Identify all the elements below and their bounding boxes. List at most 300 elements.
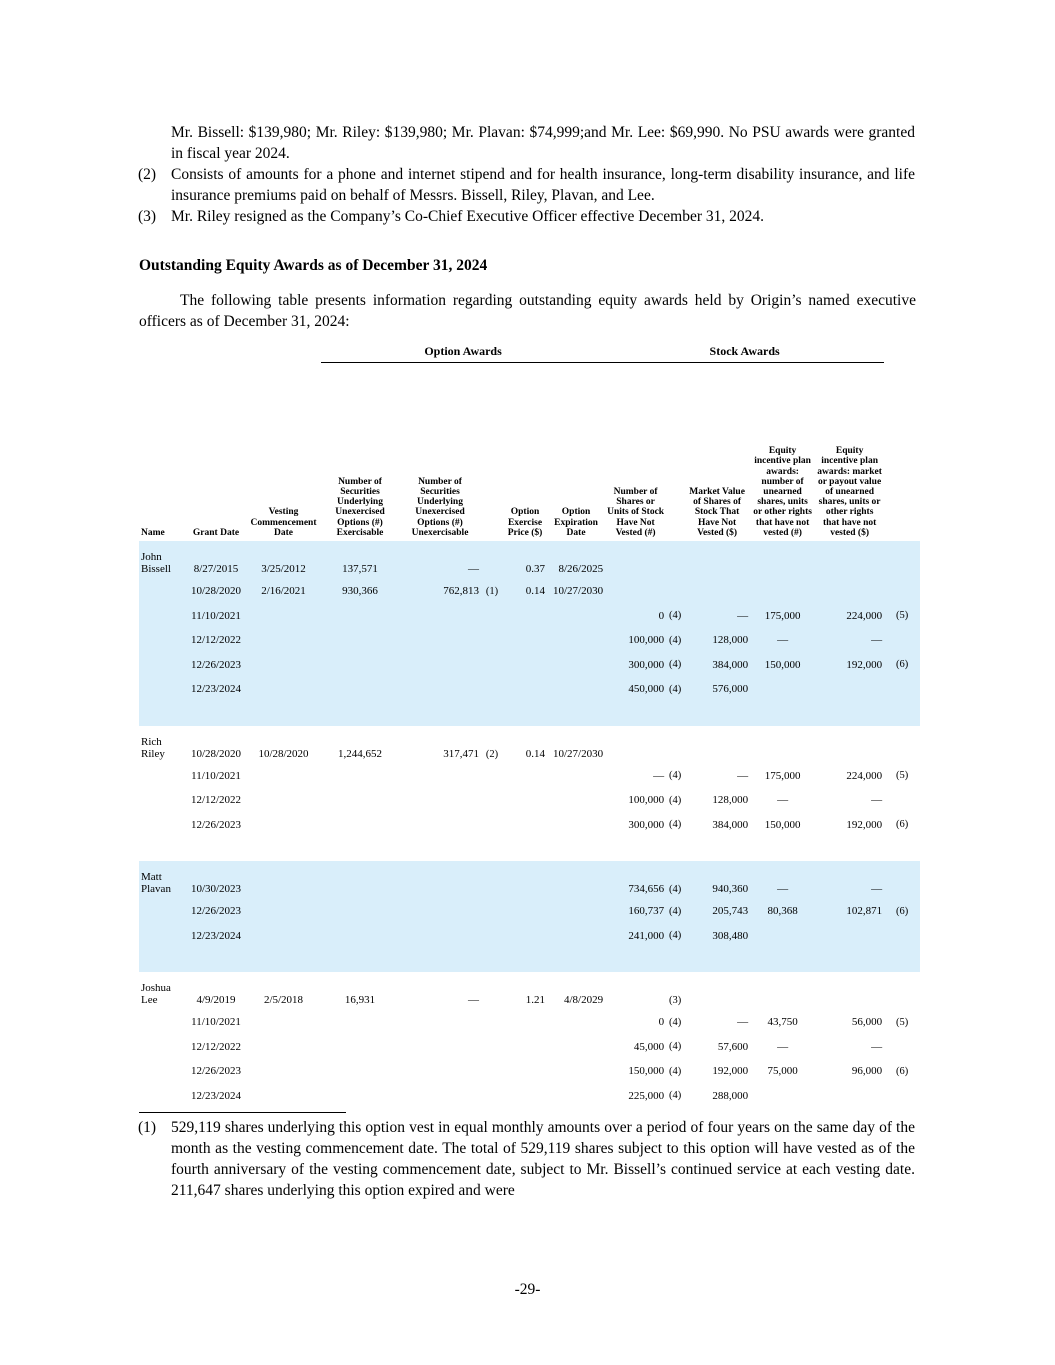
equity-footnote bbox=[884, 734, 920, 764]
equity-value bbox=[815, 924, 884, 949]
unexercisable bbox=[399, 869, 481, 899]
shares-footnote: (4) bbox=[668, 819, 682, 831]
table-row bbox=[139, 1059, 920, 1084]
executive-name bbox=[139, 788, 186, 813]
table-row bbox=[139, 604, 920, 629]
vesting-date: 2/5/2018 bbox=[263, 994, 304, 1006]
equity-value bbox=[815, 549, 884, 579]
equity-footnote: (6) bbox=[884, 653, 920, 678]
exercisable bbox=[321, 1010, 399, 1035]
executive-name bbox=[139, 1035, 186, 1060]
grant-date: 12/26/2023 bbox=[190, 1065, 242, 1078]
unexercisable bbox=[399, 924, 481, 949]
section-title: Outstanding Equity Awards as of December 31, 2024 bbox=[139, 257, 488, 274]
shares-footnote bbox=[666, 734, 684, 764]
table-row bbox=[139, 788, 920, 813]
equity-number bbox=[750, 1084, 815, 1109]
market-value: 57,600 bbox=[717, 1040, 749, 1053]
expiration-date bbox=[547, 788, 605, 813]
table-row bbox=[139, 813, 920, 838]
footnote-text: 529,119 shares underlying this option vest in equal monthly amounts over a period of four years on the same day of the month as the vesting commencement date. The total of 529,119 shares subject to this option will have vested as of the fourth anniversary of the vesting commencement date, subject to Mr. Bissell’s continued service at each vesting date. 211,647 shares underlying this option expired and were bbox=[171, 1119, 915, 1199]
equity-footnote bbox=[884, 579, 920, 604]
equity-footnote bbox=[884, 924, 920, 949]
group-spacer bbox=[139, 861, 920, 869]
grant-date: 10/30/2023 bbox=[186, 869, 246, 899]
equity-footnote bbox=[884, 628, 920, 653]
footnote-text: Consists of amounts for a phone and internet stipend and for health insurance, long-term disability insurance, and life insurance premiums paid on behalf of Messrs. Bissell, Riley, Plavan, and Lee. bbox=[171, 166, 915, 204]
equity-number bbox=[750, 579, 815, 604]
unexercisable bbox=[399, 1084, 481, 1109]
group-spacer bbox=[139, 726, 920, 734]
expiration-date bbox=[547, 1010, 605, 1035]
market-value: — bbox=[737, 769, 749, 782]
grant-date: 12/26/2023 bbox=[186, 899, 246, 924]
grant-date: 12/12/2022 bbox=[190, 1040, 242, 1053]
market-value bbox=[684, 734, 750, 764]
expiration-date bbox=[547, 813, 605, 838]
executive-name bbox=[139, 813, 186, 838]
unexercisable-footnote bbox=[481, 764, 503, 789]
column-header-row bbox=[139, 363, 920, 542]
group-spacer bbox=[139, 948, 920, 972]
footnote-2 bbox=[138, 164, 915, 206]
unexercisable bbox=[399, 604, 481, 629]
equity-footnote: (5) bbox=[896, 1016, 909, 1028]
stock-awards-header: Stock Awards bbox=[605, 340, 884, 363]
shares-not-vested: 100,000 bbox=[605, 628, 666, 653]
shares-footnote: (4) bbox=[668, 1090, 682, 1102]
executive-name bbox=[139, 1084, 186, 1109]
equity-footnote: (5) bbox=[884, 604, 920, 629]
vesting-date bbox=[246, 653, 321, 678]
shares-footnote: (4) bbox=[666, 653, 684, 678]
equity-value bbox=[815, 734, 884, 764]
shares-not-vested bbox=[605, 980, 666, 1010]
expiration-date: 8/26/2025 bbox=[547, 549, 605, 579]
table-row bbox=[139, 628, 920, 653]
shares-not-vested: 734,656 bbox=[605, 869, 666, 899]
footnote-number: (2) bbox=[138, 166, 157, 183]
footnote-text: Mr. Bissell: $139,980; Mr. Riley: $139,980; Mr. Plavan: $74,999;and Mr. Lee: $69,990. No PSU awards were granted in fiscal year 2024. bbox=[171, 124, 915, 162]
group-spacer bbox=[139, 972, 920, 980]
vesting-date bbox=[246, 869, 321, 899]
exercise-price: 0.14 bbox=[525, 747, 546, 760]
page-number: -29- bbox=[514, 1281, 541, 1298]
shares-footnote: (4) bbox=[666, 899, 684, 924]
equity-footnote bbox=[884, 788, 920, 813]
footnote-3 bbox=[138, 206, 915, 227]
shares-footnote: (4) bbox=[668, 770, 682, 782]
intro-paragraph: The following table presents information regarding outstanding equity awards held by Origin’s named executive officers as of December 31, 2024: bbox=[139, 292, 916, 330]
shares-not-vested: 150,000 bbox=[628, 1065, 665, 1078]
equity-value bbox=[815, 980, 884, 1010]
unexercisable bbox=[399, 764, 481, 789]
shares-footnote: (4) bbox=[668, 1065, 682, 1077]
exercisable bbox=[321, 628, 399, 653]
expiration-date bbox=[547, 869, 605, 899]
shares-not-vested: 450,000 bbox=[605, 677, 666, 702]
vesting-date bbox=[246, 924, 321, 949]
executive-name bbox=[139, 899, 186, 924]
market-value: 308,480 bbox=[684, 924, 750, 949]
grant-date: 10/28/2020 bbox=[186, 579, 246, 604]
unexercisable-footnote bbox=[481, 813, 503, 838]
grant-date: 11/10/2021 bbox=[191, 1016, 241, 1029]
market-value: 128,000 bbox=[684, 628, 750, 653]
grant-date: 12/23/2024 bbox=[190, 1089, 242, 1102]
shares-footnote: (4) bbox=[666, 677, 684, 702]
unexercisable-footnote bbox=[481, 980, 503, 1010]
expiration-date bbox=[547, 677, 605, 702]
equity-number: 150,000 bbox=[764, 818, 801, 831]
market-value: 940,360 bbox=[684, 869, 750, 899]
exercisable: 930,366 bbox=[321, 579, 399, 604]
market-value bbox=[684, 579, 750, 604]
exercise-price: 0.37 bbox=[503, 549, 547, 579]
col-header-name: Name bbox=[141, 527, 165, 538]
col-header-unexercisable: Number of Securities Underlying Unexercised Options (#) Unexercisable bbox=[411, 476, 469, 538]
unexercisable bbox=[399, 1059, 481, 1084]
col-header-expiration-date: Option Expiration Date bbox=[554, 507, 598, 538]
equity-number: 175,000 bbox=[750, 604, 815, 629]
expiration-date bbox=[547, 1084, 605, 1109]
vesting-date bbox=[246, 604, 321, 629]
equity-number bbox=[750, 734, 815, 764]
table-row bbox=[139, 924, 920, 949]
equity-value bbox=[815, 677, 884, 702]
table-row bbox=[139, 764, 920, 789]
executive-name: Joshua Lee bbox=[141, 982, 171, 1006]
unexercisable bbox=[399, 677, 481, 702]
vesting-date bbox=[246, 899, 321, 924]
exercise-price bbox=[503, 869, 547, 899]
equity-footnote: (5) bbox=[896, 770, 909, 782]
equity-value bbox=[815, 579, 884, 604]
equity-value: 192,000 bbox=[846, 818, 883, 831]
executive-name bbox=[139, 924, 186, 949]
expiration-date bbox=[547, 628, 605, 653]
shares-footnote: (4) bbox=[668, 1041, 682, 1053]
market-value bbox=[684, 549, 750, 579]
unexercisable bbox=[399, 1035, 481, 1060]
market-value: 576,000 bbox=[684, 677, 750, 702]
exercisable: 16,931 bbox=[344, 994, 376, 1006]
unexercisable bbox=[399, 899, 481, 924]
expiration-date: 10/27/2030 bbox=[547, 579, 605, 604]
footnote-continuation bbox=[138, 122, 915, 164]
exercise-price bbox=[503, 1084, 547, 1109]
vesting-date bbox=[246, 1084, 321, 1109]
table-row bbox=[139, 579, 920, 604]
equity-value: 96,000 bbox=[851, 1065, 883, 1078]
executive-name: Rich Riley bbox=[141, 735, 165, 760]
expiration-date bbox=[547, 1059, 605, 1084]
executive-name bbox=[139, 579, 186, 604]
expiration-date: 4/8/2029 bbox=[563, 994, 604, 1006]
market-value: 128,000 bbox=[712, 794, 749, 807]
executive-name bbox=[139, 1010, 186, 1035]
market-value bbox=[684, 980, 750, 1010]
exercise-price bbox=[503, 1010, 547, 1035]
exercisable bbox=[321, 869, 399, 899]
grant-date: 4/9/2019 bbox=[196, 994, 236, 1006]
option-awards-header: Option Awards bbox=[321, 340, 605, 363]
shares-not-vested: 225,000 bbox=[628, 1089, 665, 1102]
unexercisable-footnote: (2) bbox=[485, 748, 499, 760]
expiration-date bbox=[547, 924, 605, 949]
shares-not-vested: 300,000 bbox=[605, 653, 666, 678]
shares-not-vested bbox=[605, 579, 666, 604]
expiration-date bbox=[547, 899, 605, 924]
group-spacer bbox=[139, 702, 920, 726]
equity-value: — bbox=[871, 794, 883, 807]
exercise-price bbox=[503, 1035, 547, 1060]
unexercisable: — bbox=[468, 994, 480, 1006]
exercisable bbox=[321, 677, 399, 702]
unexercisable-footnote bbox=[481, 1035, 503, 1060]
col-header-vesting-date: Vesting Commencement Date bbox=[250, 507, 317, 538]
vesting-date: 2/16/2021 bbox=[246, 579, 321, 604]
unexercisable-footnote bbox=[481, 788, 503, 813]
exercisable bbox=[321, 1059, 399, 1084]
grant-date: 12/26/2023 bbox=[186, 653, 246, 678]
vesting-date bbox=[246, 1010, 321, 1035]
equity-number bbox=[750, 980, 815, 1010]
table-row bbox=[139, 1010, 920, 1035]
exercise-price bbox=[503, 653, 547, 678]
equity-number: — bbox=[777, 794, 789, 807]
grant-date: 12/12/2022 bbox=[190, 794, 242, 807]
exercisable bbox=[321, 653, 399, 678]
exercise-price: 0.14 bbox=[503, 579, 547, 604]
shares-footnote: (4) bbox=[666, 924, 684, 949]
unexercisable bbox=[399, 788, 481, 813]
vesting-date bbox=[246, 1059, 321, 1084]
vesting-date bbox=[246, 628, 321, 653]
shares-footnote: (4) bbox=[666, 604, 684, 629]
equity-number: — bbox=[750, 869, 815, 899]
unexercisable-footnote bbox=[481, 899, 503, 924]
col-header-exercisable: Number of Securities Underlying Unexercised Options (#) Exercisable bbox=[335, 476, 385, 538]
grant-date: 12/23/2024 bbox=[186, 677, 246, 702]
equity-value: 56,000 bbox=[851, 1016, 883, 1029]
shares-not-vested: — bbox=[653, 769, 665, 782]
equity-footnote: (6) bbox=[896, 819, 909, 831]
unexercisable bbox=[399, 628, 481, 653]
equity-awards-table bbox=[139, 340, 920, 1114]
unexercisable-footnote bbox=[481, 549, 503, 579]
shares-not-vested: 100,000 bbox=[628, 794, 665, 807]
exercise-price bbox=[503, 764, 547, 789]
executive-name bbox=[139, 764, 186, 789]
table-row bbox=[139, 1084, 920, 1109]
unexercisable: 762,813 bbox=[399, 579, 481, 604]
expiration-date bbox=[547, 1035, 605, 1060]
table-row bbox=[139, 677, 920, 702]
grant-date: 12/12/2022 bbox=[186, 628, 246, 653]
exercise-price bbox=[503, 788, 547, 813]
grant-date: 10/28/2020 bbox=[190, 747, 242, 760]
market-value: 384,000 bbox=[684, 653, 750, 678]
equity-value: — bbox=[815, 628, 884, 653]
unexercisable bbox=[399, 813, 481, 838]
footnote-number: (3) bbox=[138, 208, 157, 225]
equity-table-body bbox=[139, 541, 920, 1114]
col-header-shares-not-vested: Number of Shares or Units of Stock Have Not Vested (#) bbox=[607, 486, 665, 538]
equity-number: 150,000 bbox=[750, 653, 815, 678]
equity-number bbox=[750, 924, 815, 949]
table-row bbox=[139, 899, 920, 924]
shares-footnote: (4) bbox=[666, 628, 684, 653]
unexercisable bbox=[399, 1010, 481, 1035]
equity-number: 43,750 bbox=[767, 1016, 798, 1029]
grant-date: 11/10/2021 bbox=[186, 604, 246, 629]
group-header-row bbox=[139, 340, 920, 363]
shares-not-vested: 300,000 bbox=[628, 818, 665, 831]
expiration-date: 10/27/2030 bbox=[552, 747, 604, 760]
exercisable bbox=[321, 813, 399, 838]
equity-footnote: (6) bbox=[896, 1065, 909, 1077]
exercise-price: 1.21 bbox=[525, 994, 546, 1006]
exercisable bbox=[321, 924, 399, 949]
equity-number: — bbox=[777, 1040, 789, 1053]
executive-name bbox=[139, 604, 186, 629]
shares-footnote: (4) bbox=[666, 869, 684, 899]
group-spacer bbox=[139, 541, 920, 549]
equity-value: 102,871 bbox=[815, 899, 884, 924]
vesting-date: 10/28/2020 bbox=[258, 747, 309, 760]
equity-footnote bbox=[884, 980, 920, 1010]
vesting-date bbox=[246, 764, 321, 789]
grant-date: 8/27/2015 bbox=[186, 549, 246, 579]
unexercisable-footnote bbox=[481, 1059, 503, 1084]
unexercisable bbox=[399, 653, 481, 678]
market-value: — bbox=[684, 604, 750, 629]
col-header-market-value: Market Value of Shares of Stock That Have Not Vested ($) bbox=[689, 486, 745, 538]
equity-footnote: (6) bbox=[884, 899, 920, 924]
group-spacer bbox=[139, 1108, 920, 1114]
unexercisable-footnote bbox=[481, 869, 503, 899]
vesting-date bbox=[246, 677, 321, 702]
unexercisable: 317,471 bbox=[443, 747, 480, 760]
exercise-price bbox=[503, 1059, 547, 1084]
executive-name: Matt Plavan bbox=[139, 869, 186, 899]
col-header-exercise-price: Option Exercise Price ($) bbox=[507, 507, 543, 538]
market-value: 192,000 bbox=[712, 1065, 749, 1078]
shares-not-vested: 45,000 bbox=[633, 1040, 665, 1053]
executive-name bbox=[139, 1059, 186, 1084]
table-row bbox=[139, 653, 920, 678]
table-row bbox=[139, 734, 920, 764]
exercise-price bbox=[503, 813, 547, 838]
equity-footnote bbox=[884, 869, 920, 899]
shares-not-vested bbox=[605, 734, 666, 764]
expiration-date bbox=[547, 764, 605, 789]
shares-not-vested: 0 bbox=[605, 604, 666, 629]
col-header-equity-number: Equity incentive plan awards: number of unearned shares, units or other rights that have not vested (#) bbox=[753, 446, 812, 538]
shares-footnote bbox=[666, 579, 684, 604]
market-value: 384,000 bbox=[712, 818, 749, 831]
equity-footnote bbox=[884, 1084, 920, 1109]
shares-not-vested: 241,000 bbox=[605, 924, 666, 949]
vesting-date bbox=[246, 788, 321, 813]
exercisable bbox=[321, 788, 399, 813]
exercisable: 1,244,652 bbox=[338, 747, 383, 760]
equity-value bbox=[815, 1084, 884, 1109]
equity-value: 224,000 bbox=[846, 769, 883, 782]
market-value: — bbox=[737, 1016, 749, 1029]
exercise-price bbox=[503, 899, 547, 924]
exercise-price bbox=[503, 628, 547, 653]
expiration-date bbox=[547, 653, 605, 678]
group-spacer bbox=[139, 837, 920, 861]
vesting-date: 3/25/2012 bbox=[246, 549, 321, 579]
exercise-price bbox=[503, 924, 547, 949]
exercisable bbox=[321, 764, 399, 789]
equity-number: 80,368 bbox=[750, 899, 815, 924]
exercise-price bbox=[503, 604, 547, 629]
exercisable bbox=[321, 1035, 399, 1060]
equity-value: 192,000 bbox=[815, 653, 884, 678]
equity-number: 75,000 bbox=[767, 1065, 798, 1078]
unexercisable-footnote bbox=[481, 677, 503, 702]
unexercisable-footnote bbox=[481, 628, 503, 653]
shares-footnote: (4) bbox=[668, 1016, 682, 1028]
shares-footnote bbox=[666, 549, 684, 579]
equity-footnote bbox=[884, 549, 920, 579]
equity-number bbox=[750, 549, 815, 579]
equity-number: — bbox=[750, 628, 815, 653]
unexercisable-footnote: (1) bbox=[481, 579, 503, 604]
vesting-date bbox=[246, 1035, 321, 1060]
executive-name bbox=[139, 653, 186, 678]
exercise-price bbox=[503, 677, 547, 702]
exercisable bbox=[321, 899, 399, 924]
equity-footnote bbox=[884, 1035, 920, 1060]
footnote-text: Mr. Riley resigned as the Company’s Co-Chief Executive Officer effective December 31, 2024. bbox=[171, 208, 764, 225]
equity-value: — bbox=[815, 869, 884, 899]
footnote-number: (1) bbox=[138, 1119, 157, 1136]
grant-date: 12/26/2023 bbox=[190, 818, 242, 831]
equity-number bbox=[750, 677, 815, 702]
col-header-equity-value: Equity incentive plan awards: market or payout value of unearned shares, units or other rights that have not vested ($) bbox=[817, 446, 882, 538]
equity-number: 175,000 bbox=[764, 769, 801, 782]
col-header-grant-date: Grant Date bbox=[192, 527, 240, 538]
executive-name bbox=[139, 628, 186, 653]
grant-date: 11/10/2021 bbox=[191, 769, 241, 782]
shares-not-vested bbox=[605, 549, 666, 579]
table-row bbox=[139, 980, 920, 1010]
executive-name bbox=[139, 677, 186, 702]
unexercisable: — bbox=[399, 549, 481, 579]
table-row bbox=[139, 1035, 920, 1060]
vesting-date bbox=[246, 813, 321, 838]
shares-footnote: (3) bbox=[668, 995, 682, 1006]
equity-footnote bbox=[884, 677, 920, 702]
table-row bbox=[139, 549, 920, 579]
unexercisable-footnote bbox=[481, 604, 503, 629]
unexercisable-footnote bbox=[481, 924, 503, 949]
unexercisable-footnote bbox=[481, 1010, 503, 1035]
exercisable bbox=[321, 604, 399, 629]
grant-date: 12/23/2024 bbox=[186, 924, 246, 949]
shares-not-vested: 0 bbox=[658, 1016, 665, 1029]
shares-not-vested: 160,737 bbox=[605, 899, 666, 924]
bottom-footnote bbox=[138, 1117, 915, 1201]
table-row bbox=[139, 869, 920, 899]
exercisable bbox=[321, 1084, 399, 1109]
unexercisable-footnote bbox=[481, 653, 503, 678]
